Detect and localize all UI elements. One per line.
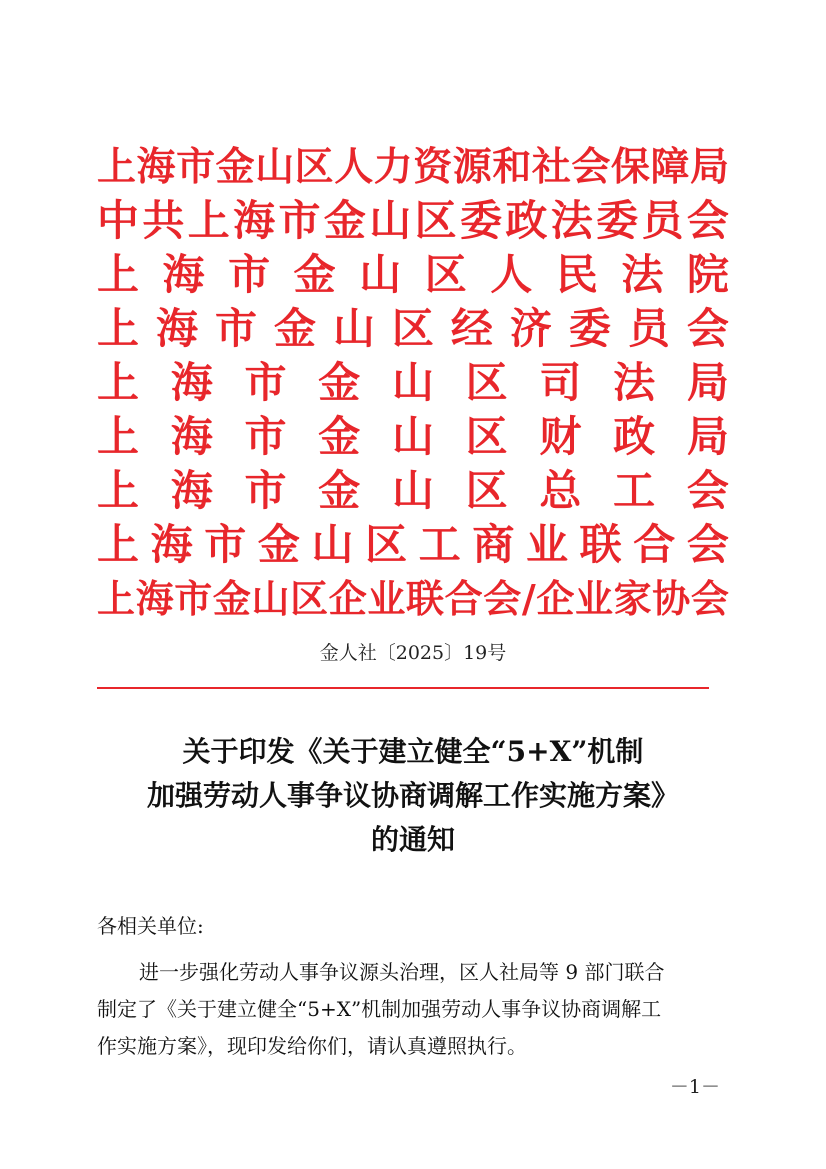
issuer-char: 业 <box>367 576 406 621</box>
issuer-char: 局 <box>689 144 729 190</box>
issuer-char: 障 <box>650 144 690 190</box>
issuer-char: 区 <box>465 358 508 407</box>
issuer-char: 商 <box>472 520 515 569</box>
issuer-char: 金 <box>318 412 361 461</box>
issuer-char: 和 <box>492 144 532 190</box>
issuer-char: 法 <box>613 358 656 407</box>
issuer-char: 委 <box>596 196 639 245</box>
issuer-char: 局 <box>686 412 729 461</box>
issuer-char: 海 <box>135 576 174 621</box>
issuer-char: 海 <box>150 520 193 569</box>
issuer-char: 金 <box>212 576 251 621</box>
issuer-char: 上 <box>97 520 140 569</box>
issuer-char: 企 <box>328 576 367 621</box>
document-number: 金人社〔2025〕19号 <box>319 642 507 664</box>
issuer-char: 区 <box>414 196 457 245</box>
issuer-char: 济 <box>509 304 552 353</box>
issuer-char: 山 <box>251 576 290 621</box>
issuer-char: 山 <box>391 466 434 515</box>
red-divider-line <box>97 687 709 689</box>
body-line-1: 进一步强化劳动人事争议源头治理，区人社局等 9 部门联合 <box>139 960 665 984</box>
issuer-char: 会 <box>686 304 729 353</box>
issuer-char: 上 <box>97 250 140 299</box>
issuer-char: 市 <box>214 304 257 353</box>
issuer-char: 区 <box>294 144 334 190</box>
issuer-char: 山 <box>369 196 412 245</box>
issuer-char: 上 <box>97 358 140 407</box>
page-number: －1－ <box>669 1076 720 1098</box>
issuer-char: 法 <box>621 250 664 299</box>
issuer-char: 金 <box>257 520 300 569</box>
issuer-char: 金 <box>318 466 361 515</box>
issuing-authorities <box>97 140 729 626</box>
issuer-char: 员 <box>641 196 684 245</box>
issuer-line <box>97 518 729 572</box>
issuer-char: 局 <box>686 358 729 407</box>
issuer-char: 人 <box>490 250 533 299</box>
issuer-char: 力 <box>373 144 413 190</box>
issuer-char: 山 <box>391 412 434 461</box>
body-line-3: 作实施方案》，现印发给你们，请认真遵照执行。 <box>97 1034 527 1058</box>
issuer-char: 金 <box>293 250 336 299</box>
issuer-char: 区 <box>465 412 508 461</box>
issuer-char: 区 <box>424 250 467 299</box>
issuer-char: 海 <box>170 412 213 461</box>
issuer-char: / <box>521 576 536 621</box>
issuer-char: 人 <box>334 144 374 190</box>
issuer-char: 区 <box>365 520 408 569</box>
issuer-char: 山 <box>391 358 434 407</box>
issuer-char: 区 <box>465 466 508 515</box>
issuer-char: 市 <box>176 144 216 190</box>
issuer-char: 院 <box>686 250 729 299</box>
issuer-char: 业 <box>526 520 569 569</box>
issuer-line <box>97 140 729 194</box>
issuer-char: 市 <box>278 196 321 245</box>
issuer-char: 上 <box>97 412 140 461</box>
issuer-char: 市 <box>244 412 287 461</box>
issuer-char: 山 <box>332 304 375 353</box>
title-line-2: 加强劳动人事争议协商调解工作实施方案》 <box>146 779 679 812</box>
body-paragraph <box>97 954 717 1065</box>
issuer-char: 会 <box>686 520 729 569</box>
issuer-char: 海 <box>170 358 213 407</box>
issuer-char: 法 <box>550 196 593 245</box>
issuer-char: 会 <box>571 144 611 190</box>
issuer-char: 工 <box>418 520 461 569</box>
issuer-char: 合 <box>633 520 676 569</box>
issuer-char: 民 <box>555 250 598 299</box>
issuer-char: 海 <box>136 144 176 190</box>
issuer-char: 上 <box>97 466 140 515</box>
salutation: 各相关单位: <box>97 914 204 938</box>
issuer-char: 经 <box>450 304 493 353</box>
issuer-char: 合 <box>444 576 483 621</box>
issuer-char: 上 <box>97 304 140 353</box>
issuer-line <box>97 356 729 410</box>
issuer-char: 共 <box>142 196 185 245</box>
issuer-char: 协 <box>652 576 691 621</box>
issuer-char: 山 <box>311 520 354 569</box>
issuer-char: 社 <box>531 144 571 190</box>
issuer-char: 中 <box>97 196 140 245</box>
issuer-char: 工 <box>613 466 656 515</box>
issuer-char: 市 <box>204 520 247 569</box>
issuer-char: 市 <box>228 250 271 299</box>
issuer-line <box>97 248 729 302</box>
issuer-char: 金 <box>318 358 361 407</box>
issuer-char: 家 <box>613 576 652 621</box>
issuer-char: 会 <box>690 576 729 621</box>
document-title <box>60 730 766 862</box>
issuer-char: 联 <box>579 520 622 569</box>
issuer-char: 市 <box>174 576 213 621</box>
issuer-char: 金 <box>215 144 255 190</box>
issuer-char: 财 <box>539 412 582 461</box>
issuer-char: 会 <box>483 576 522 621</box>
issuer-char: 上 <box>97 144 137 190</box>
issuer-char: 金 <box>273 304 316 353</box>
issuer-line <box>97 410 729 464</box>
issuer-char: 联 <box>406 576 445 621</box>
issuer-char: 会 <box>686 466 729 515</box>
issuer-char: 委 <box>460 196 503 245</box>
issuer-char: 山 <box>255 144 295 190</box>
issuer-char: 上 <box>97 576 136 621</box>
issuer-line <box>97 572 729 626</box>
issuer-line <box>97 194 729 248</box>
issuer-char: 员 <box>627 304 670 353</box>
issuer-char: 海 <box>155 304 198 353</box>
issuer-char: 司 <box>539 358 582 407</box>
issuer-char: 市 <box>244 358 287 407</box>
body-line-2: 制定了《关于建立健全“5+X”机制加强劳动人事争议协商调解工 <box>97 997 662 1021</box>
title-line-3: 的通知 <box>370 823 455 856</box>
issuer-char: 会 <box>686 196 729 245</box>
issuer-line <box>97 302 729 356</box>
issuer-char: 保 <box>610 144 650 190</box>
issuer-char: 政 <box>505 196 548 245</box>
issuer-char: 企 <box>536 576 575 621</box>
issuer-char: 海 <box>170 466 213 515</box>
issuer-char: 金 <box>323 196 366 245</box>
issuer-char: 资 <box>413 144 453 190</box>
issuer-char: 委 <box>568 304 611 353</box>
title-line-1: 关于印发《关于建立健全“5+X”机制 <box>182 735 644 768</box>
issuer-char: 海 <box>162 250 205 299</box>
issuer-char: 海 <box>233 196 276 245</box>
issuer-char: 上 <box>187 196 230 245</box>
issuer-char: 总 <box>539 466 582 515</box>
issuer-char: 山 <box>359 250 402 299</box>
issuer-char: 源 <box>452 144 492 190</box>
issuer-char: 区 <box>391 304 434 353</box>
issuer-char: 业 <box>575 576 614 621</box>
issuer-line <box>97 464 729 518</box>
issuer-char: 市 <box>244 466 287 515</box>
issuer-char: 区 <box>290 576 329 621</box>
issuer-char: 政 <box>613 412 656 461</box>
